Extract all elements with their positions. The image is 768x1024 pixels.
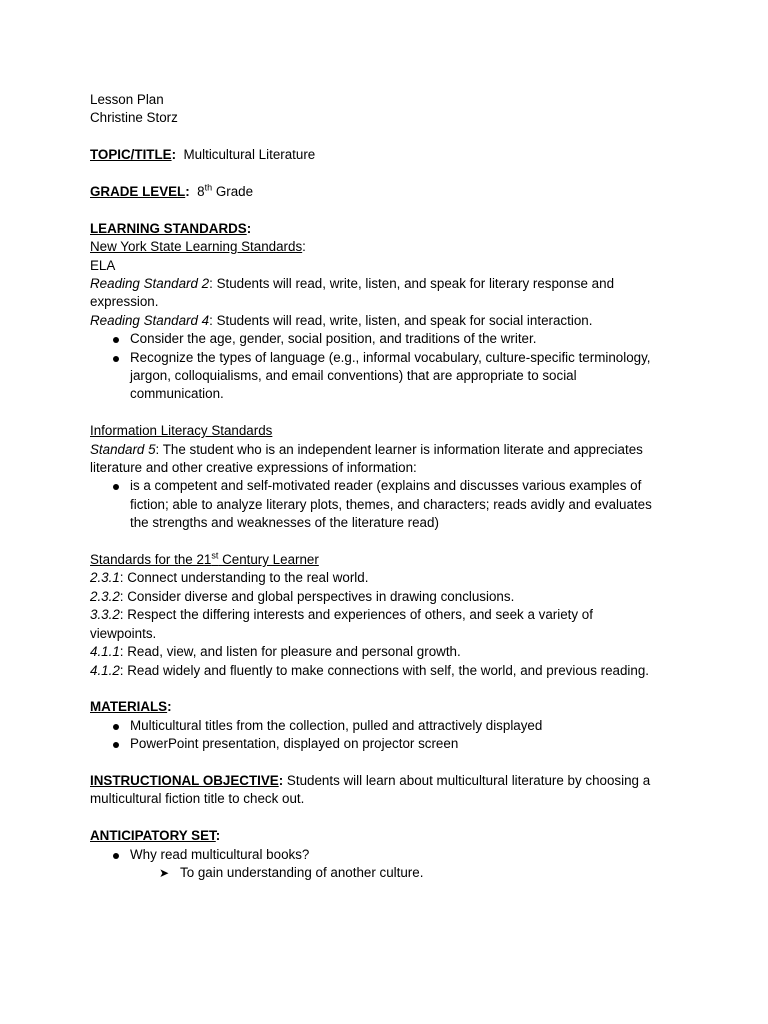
grade-line: GRADE LEVEL: 8th Grade: [90, 182, 254, 199]
reading-standard-2: Reading Standard 2: Students will read, write, listen, and speak for literary response and: [90, 276, 615, 292]
anticipatory-list: [90, 846, 690, 864]
list-item: Why read multicultural books?: [130, 846, 690, 864]
topic-label: TOPIC/TITLE: [90, 147, 172, 163]
standard-5-cont: literature and other creative expressions of information:: [90, 460, 417, 476]
list-item: Consider the age, gender, social position, and traditions of the writer.: [130, 330, 690, 348]
grade-label: GRADE LEVEL: [90, 184, 186, 199]
topic-line: TOPIC/TITLE: Multicultural Literature: [90, 147, 316, 163]
grade-number: 8: [197, 184, 205, 199]
c21-item: 4.1.2: Read widely and fluently to make connections with self, the world, and previous reading.: [90, 662, 650, 678]
c21-item: 3.3.2: Respect the differing interests and experiences of others, and seek a variety of: [90, 607, 593, 623]
standard-5-list: [90, 477, 690, 532]
anticipatory-sublist: [90, 864, 690, 882]
list-item: ➤ To gain understanding of another culture.: [180, 864, 690, 882]
bullet-icon: [113, 356, 119, 362]
arrow-bullet-icon: ➤: [159, 865, 170, 880]
reading-standard-4: Reading Standard 4: Students will read, write, listen, and speak for social interaction.: [90, 312, 593, 328]
standard-5: Standard 5: The student who is an independent learner is information literate and appreciates: [90, 441, 643, 457]
materials-list: [90, 717, 690, 754]
objective-line: INSTRUCTIONAL OBJECTIVE: Students will learn about multicultural literature by choosing a: [90, 772, 651, 788]
reading-standard-2-cont: expression.: [90, 294, 159, 310]
bullet-icon: [113, 742, 119, 748]
nys-standards-heading: New York State Learning Standards:: [90, 239, 306, 255]
c21-item: 2.3.2: Consider diverse and global perspectives in drawing conclusions.: [90, 588, 515, 604]
list-item: is a competent and self-motivated reader (explains and discusses various examples of fiction; able to analyze literary plots, themes, and characters; reads avidly and evaluates the strengths and weaknesses of the literature read): [130, 477, 690, 532]
topic-value: Multicultural Literature: [183, 147, 316, 163]
c21-item: 4.1.1: Read, view, and listen for pleasure and personal growth.: [90, 644, 461, 660]
doc-type: Lesson Plan: [90, 92, 164, 107]
ela-label: ELA: [90, 257, 116, 273]
objective-cont: multicultural fiction title to check out.: [90, 791, 305, 807]
c21-heading: Standards for the 21st Century Learner: [90, 550, 319, 568]
learning-standards-heading: LEARNING STANDARDS:: [90, 220, 252, 236]
lesson-plan-content: [90, 91, 690, 882]
bullet-icon: [113, 724, 119, 730]
c21-item: 2.3.1: Connect understanding to the real world.: [90, 570, 369, 586]
materials-heading: MATERIALS:: [90, 699, 172, 715]
bullet-icon: [113, 853, 119, 859]
grade-word: Grade: [215, 184, 254, 199]
reading-standard-4-list: [90, 330, 690, 404]
list-item: PowerPoint presentation, displayed on projector screen: [130, 735, 690, 753]
c21-item-cont: viewpoints.: [90, 625, 157, 641]
author-name: Christine Storz: [90, 110, 178, 126]
list-item: Multicultural titles from the collection, pulled and attractively displayed: [130, 717, 690, 735]
bullet-icon: [113, 337, 119, 343]
bullet-icon: [113, 484, 119, 490]
list-item: Recognize the types of language (e.g., informal vocabulary, culture-specific terminology, jargon, colloquialisms, and email conventions) that are appropriate to social communication.: [130, 349, 690, 404]
grade-suffix: th: [204, 182, 213, 193]
anticipatory-heading: ANTICIPATORY SET:: [90, 828, 221, 844]
info-literacy-heading: Information Literacy Standards: [90, 423, 273, 439]
